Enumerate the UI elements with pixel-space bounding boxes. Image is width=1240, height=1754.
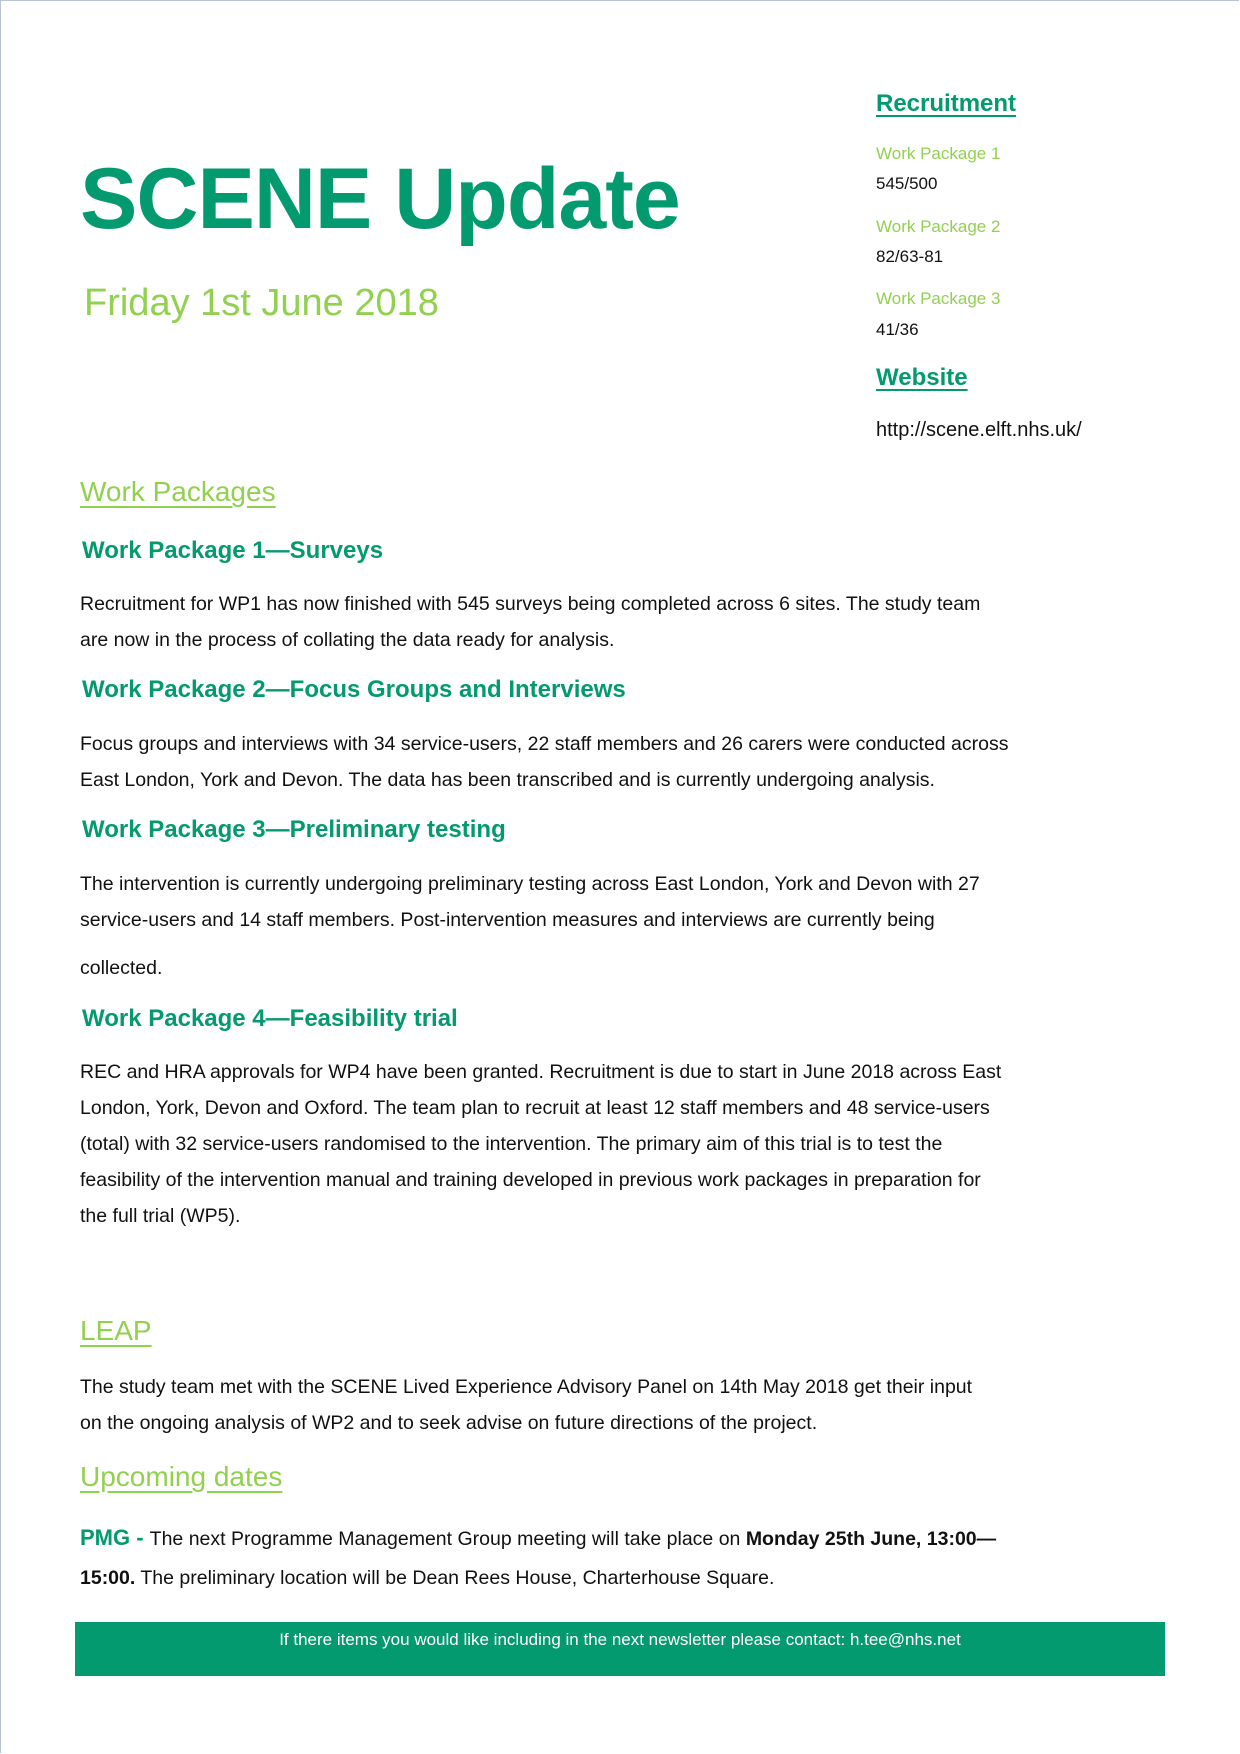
text-line: service-users and 14 staff members. Post-intervention measures and interviews are currently being bbox=[80, 909, 935, 931]
pmg-paragraph bbox=[80, 1518, 996, 1598]
text-line: East London, York and Devon. The data has been transcribed and is currently undergoing analysis. bbox=[80, 769, 935, 791]
meeting-date: Monday 25th June, 13:00— bbox=[745, 1528, 997, 1550]
text-line: collected. bbox=[80, 957, 163, 979]
wp1-value: 545/500 bbox=[876, 174, 938, 193]
wp2-paragraph bbox=[80, 726, 1009, 798]
text-line: (total) with 32 service-users randomised to the intervention. The primary aim of this trial is to test the bbox=[80, 1133, 943, 1155]
text-line: Focus groups and interviews with 34 service-users, 22 staff members and 26 carers were conducted across bbox=[80, 733, 1009, 755]
leap-paragraph bbox=[80, 1369, 972, 1441]
text-span: The preliminary location will be Dean Rees House, Charterhouse Square. bbox=[135, 1567, 775, 1589]
text-line: the full trial (WP5). bbox=[80, 1205, 241, 1227]
recruitment-heading: Recruitment bbox=[876, 90, 1017, 117]
website-heading: Website bbox=[876, 364, 968, 391]
wp3-label: Work Package 3 bbox=[876, 289, 1001, 308]
footer-contact-text: If there items you would like including in the next newsletter please contact: h.tee@nhs.net bbox=[279, 1630, 961, 1649]
text-line: The intervention is currently undergoing preliminary testing across East London, York and Devon with 27 bbox=[80, 873, 980, 895]
wp4-heading: Work Package 4—Feasibility trial bbox=[82, 1005, 458, 1032]
leap-heading: LEAP bbox=[80, 1315, 152, 1346]
text-line: The study team met with the SCENE Lived Experience Advisory Panel on 14th May 2018 get their input bbox=[80, 1376, 973, 1398]
wp1-paragraph bbox=[80, 586, 980, 658]
wp4-paragraph bbox=[80, 1054, 1001, 1234]
pmg-label: PMG - bbox=[80, 1525, 150, 1550]
text-line: REC and HRA approvals for WP4 have been granted. Recruitment is due to start in June 2018 across East bbox=[80, 1061, 1002, 1083]
wp1-label: Work Package 1 bbox=[876, 144, 1001, 163]
wp2-heading: Work Package 2—Focus Groups and Interviews bbox=[82, 676, 626, 703]
text-line: feasibility of the intervention manual and training developed in previous work packages in preparation for bbox=[80, 1169, 981, 1191]
text-line: on the ongoing analysis of WP2 and to seek advise on future directions of the project. bbox=[80, 1412, 818, 1434]
meeting-end-time: 15:00. bbox=[80, 1567, 136, 1589]
wp1-heading: Work Package 1—Surveys bbox=[82, 537, 384, 564]
page-title: SCENE Update bbox=[80, 151, 680, 247]
text-line: London, York, Devon and Oxford. The team plan to recruit at least 12 staff members and 48 service-users bbox=[80, 1097, 990, 1119]
wp3-value: 41/36 bbox=[876, 320, 919, 339]
wp3-heading: Work Package 3—Preliminary testing bbox=[82, 816, 506, 843]
text-line: are now in the process of collating the data ready for analysis. bbox=[80, 629, 615, 651]
work-packages-heading: Work Packages bbox=[80, 476, 276, 507]
text-line: Recruitment for WP1 has now finished with 545 surveys being completed across 6 sites. The study team bbox=[80, 593, 981, 615]
footer-banner bbox=[75, 1622, 1165, 1676]
text-span: The next Programme Management Group meeting will take place on bbox=[149, 1528, 746, 1550]
website-link[interactable]: http://scene.elft.nhs.uk/ bbox=[876, 419, 1082, 441]
issue-date: Friday 1st June 2018 bbox=[84, 282, 439, 324]
wp2-label: Work Package 2 bbox=[876, 217, 1001, 236]
upcoming-dates-heading: Upcoming dates bbox=[80, 1461, 283, 1492]
wp2-value: 82/63-81 bbox=[876, 247, 944, 266]
wp3-paragraph bbox=[80, 866, 980, 986]
